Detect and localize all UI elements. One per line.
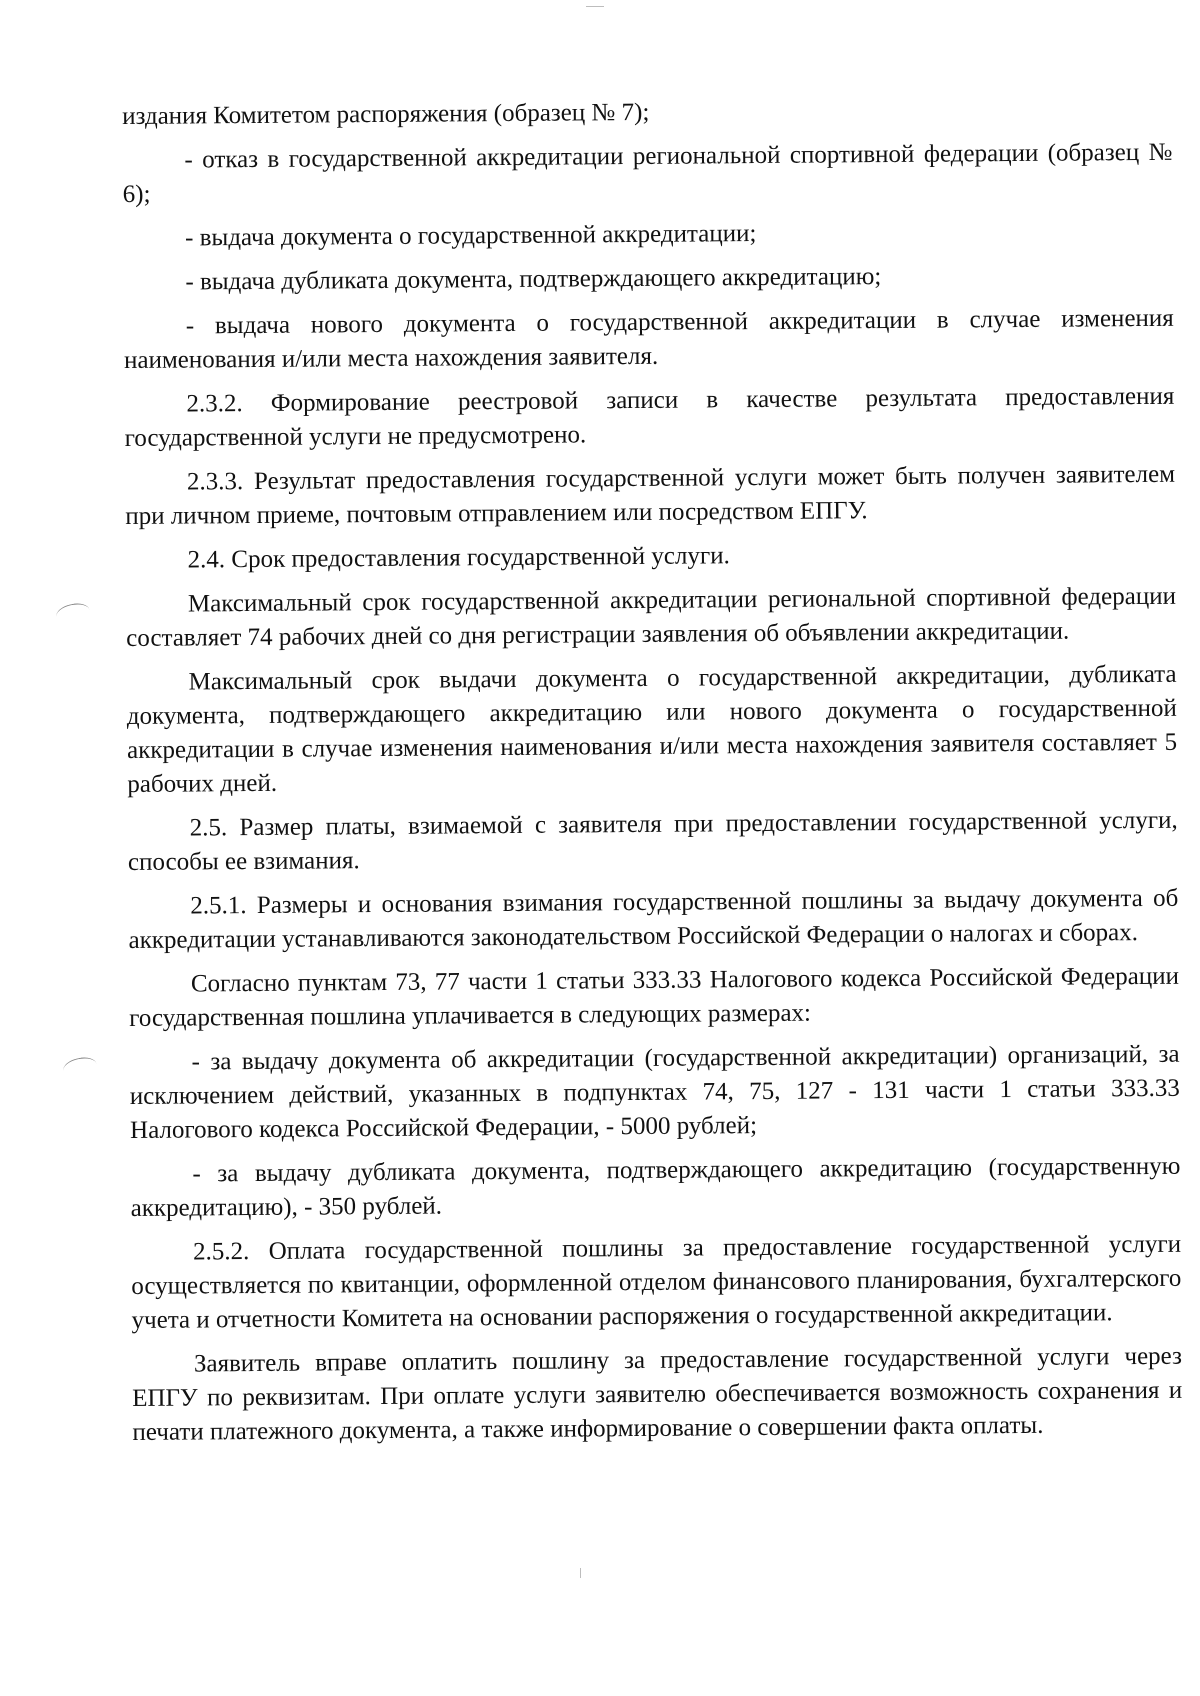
clause-2-4-heading: 2.4. Срок предоставления государственной услуги. [187,542,730,574]
list-item-new-document: - выдача нового документа о государственной аккредитации в случае изменения наименования и/или места нахождения заявителя. [123,304,1174,374]
paragraph-max-issue-term: Максимальный срок выдачи документа о государственной аккредитации, дубликата документа, подтверждающего аккредитацию или нового документа о государственной аккредитации в случае изменения наименования и/или места нахождения заявителя составляет 5 рабочих дней. [126,660,1178,798]
clause-2-5-1: 2.5.1. Размеры и основания взимания государственной пошлины за выдачу документа об аккредитации устанавливаются законодательством Российской Федерации о налогах и сборах. [128,884,1179,954]
paragraph-tax-code-reference: Согласно пунктам 73, 77 части 1 статьи 333.33 Налогового кодекса Российской Федерации государственная пошлина уплачивается в следующих размерах: [129,962,1180,1032]
clause-2-3-2: 2.3.2. Формирование реестровой записи в качестве результата предоставления государственной услуги не предусмотрено. [124,382,1175,452]
list-item-refusal: - отказ в государственной аккредитации региональной спортивной федерации (образец № 6); [122,138,1173,208]
margin-pencil-mark [61,1055,98,1081]
list-item-document-issue: - выдача документа о государственной аккредитации; [184,220,757,252]
list-item-fee-5000: - за выдачу документа об аккредитации (государственной аккредитации) организаций, за исключением действий, указанных в подпунктах 74, 75, 127 - 131 части 1 статьи 333.33 Налогового кодекса Российской Федерации, - 5000 рублей; [129,1040,1180,1144]
margin-pencil-mark [54,601,91,627]
document-body [122,92,1183,1460]
list-item-duplicate-issue: - выдача дубликата документа, подтверждающего аккредитацию; [185,263,882,296]
clause-2-5-heading: 2.5. Размер платы, взимаемой с заявителя при предоставлении государственной услуги, способы ее взимания. [127,806,1178,876]
paragraph-epgu-payment: Заявитель вправе оплатить пошлину за предоставление государственной услуги через ЕПГУ по реквизитам. При оплате услуги заявителю обеспечивается возможность сохранения и печати платежного документа, а также информирование о совершении факта оплаты. [132,1342,1183,1446]
clause-2-5-2: 2.5.2. Оплата государственной пошлины за предоставление государственной услуги осуществляется по квитанции, оформленной отделом финансового планирования, бухгалтерского учета и отчетности Комитета на основании распоряжения о государственной аккредитации. [131,1230,1182,1334]
clause-2-3-3: 2.3.3. Результат предоставления государственной услуги может быть получен заявителем при личном приеме, почтовым отправлением или посредством ЕПГУ. [125,460,1176,530]
scan-speck [580,1568,581,1578]
scan-speck [586,6,604,7]
paragraph-continuation: издания Комитетом распоряжения (образец № 7); [122,98,650,130]
paragraph-max-accreditation-term: Максимальный срок государственной аккредитации региональной спортивной федерации составляет 74 рабочих дней со дня регистрации заявления об объявлении аккредитации. [126,582,1177,652]
list-item-fee-350: - за выдачу дубликата документа, подтверждающего аккредитацию (государственную аккредитацию), - 350 рублей. [130,1152,1181,1222]
